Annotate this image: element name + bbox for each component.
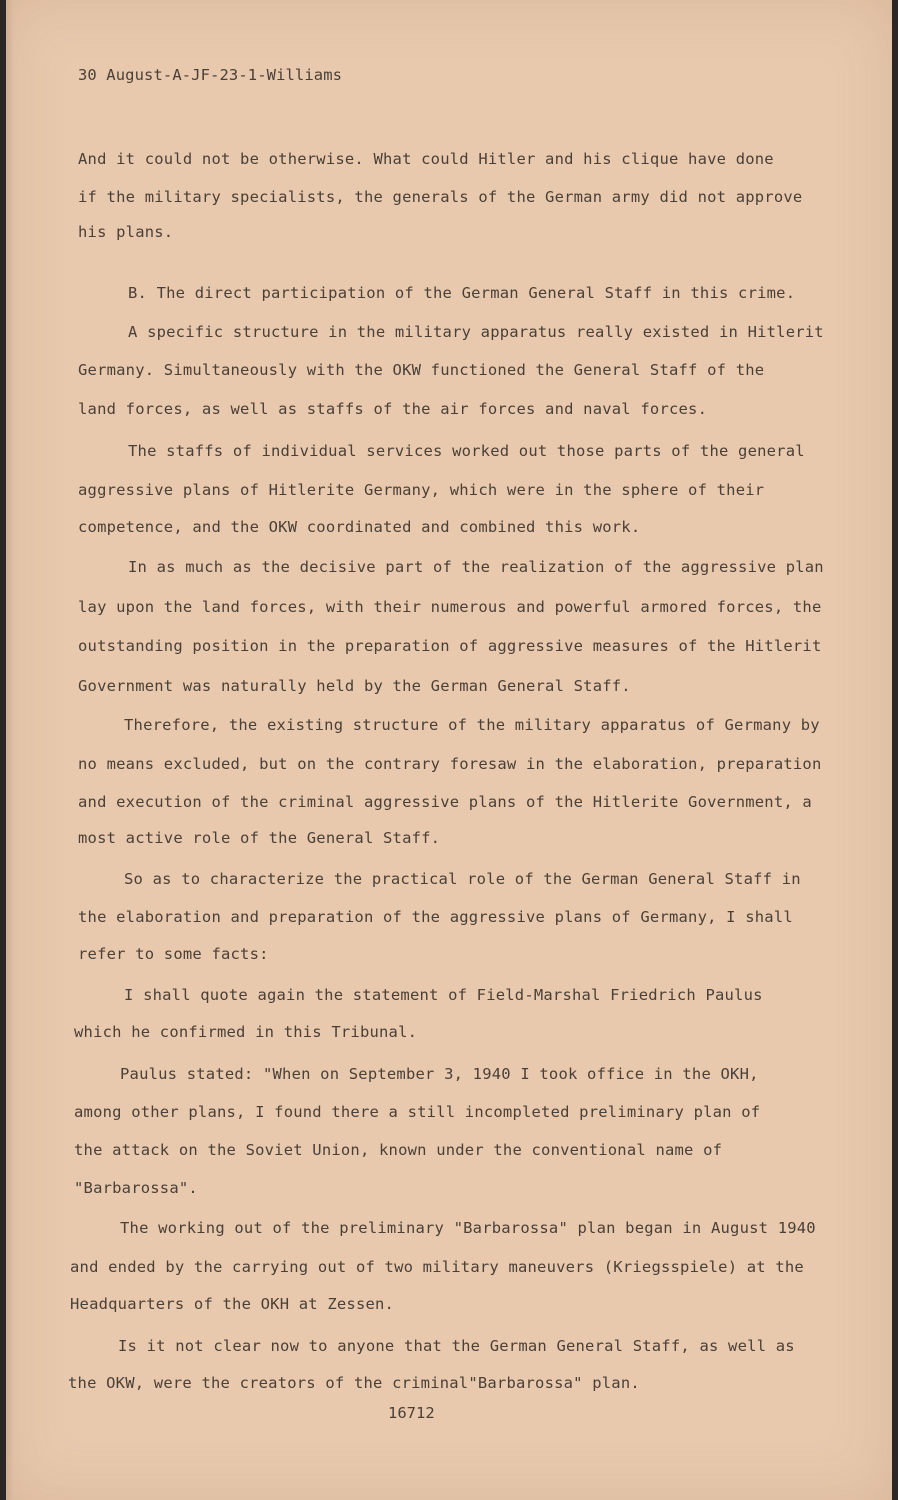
section-heading: B. The direct participation of the German General Staff in this crime.: [128, 284, 796, 302]
text-line: most active role of the General Staff.: [78, 829, 441, 847]
text-line: A specific structure in the military apparatus really existed in Hitlerit: [128, 323, 824, 341]
text-line: which he confirmed in this Tribunal.: [74, 1023, 418, 1041]
text-line: So as to characterize the practical role of the German General Staff in: [124, 870, 801, 888]
text-line: Paulus stated: "When on September 3, 1940 I took office in the OKH,: [120, 1065, 759, 1083]
text-line: no means excluded, but on the contrary foresaw in the elaboration, preparation: [78, 755, 822, 773]
text-line: "Barbarossa".: [74, 1179, 198, 1197]
text-line: land forces, as well as staffs of the air forces and naval forces.: [78, 400, 708, 418]
text-line: The working out of the preliminary "Barbarossa" plan began in August 1940: [120, 1219, 816, 1237]
document-page: [6, 0, 892, 1500]
text-line: his plans.: [78, 223, 174, 241]
text-line: And it could not be otherwise. What could Hitler and his clique have done: [78, 150, 774, 168]
text-line: lay upon the land forces, with their numerous and powerful armored forces, the: [78, 598, 822, 616]
page-number: 16712: [388, 1404, 435, 1422]
text-line: if the military specialists, the generals of the German army did not approve: [78, 188, 803, 206]
text-line: and ended by the carrying out of two military maneuvers (Kriegsspiele) at the: [70, 1258, 804, 1276]
paper-edge: [6, 0, 14, 1500]
text-line: competence, and the OKW coordinated and combined this work.: [78, 518, 641, 536]
text-line: I shall quote again the statement of Field-Marshal Friedrich Paulus: [124, 986, 763, 1004]
text-line: Headquarters of the OKH at Zessen.: [70, 1295, 395, 1313]
text-line: Is it not clear now to anyone that the German General Staff, as well as: [118, 1337, 795, 1355]
text-line: In as much as the decisive part of the realization of the aggressive plan: [128, 558, 824, 576]
text-line: outstanding position in the preparation of aggressive measures of the Hitlerit: [78, 637, 822, 655]
text-line: the elaboration and preparation of the aggressive plans of Germany, I shall: [78, 908, 793, 926]
text-line: and execution of the criminal aggressive plans of the Hitlerite Government, a: [78, 793, 812, 811]
text-line: refer to some facts:: [78, 945, 269, 963]
text-line: Therefore, the existing structure of the military apparatus of Germany by: [124, 716, 820, 734]
text-line: among other plans, I found there a still incompleted preliminary plan of: [74, 1103, 761, 1121]
text-line: the attack on the Soviet Union, known under the conventional name of: [74, 1141, 723, 1159]
text-line: aggressive plans of Hitlerite Germany, which were in the sphere of their: [78, 481, 765, 499]
text-line: The staffs of individual services worked out those parts of the general: [128, 442, 805, 460]
text-line: Government was naturally held by the German General Staff.: [78, 677, 631, 695]
text-line: the OKW, were the creators of the criminal"Barbarossa" plan.: [68, 1374, 640, 1392]
text-line: Germany. Simultaneously with the OKW functioned the General Staff of the: [78, 361, 765, 379]
document-header: 30 August-A-JF-23-1-Williams: [78, 66, 343, 84]
